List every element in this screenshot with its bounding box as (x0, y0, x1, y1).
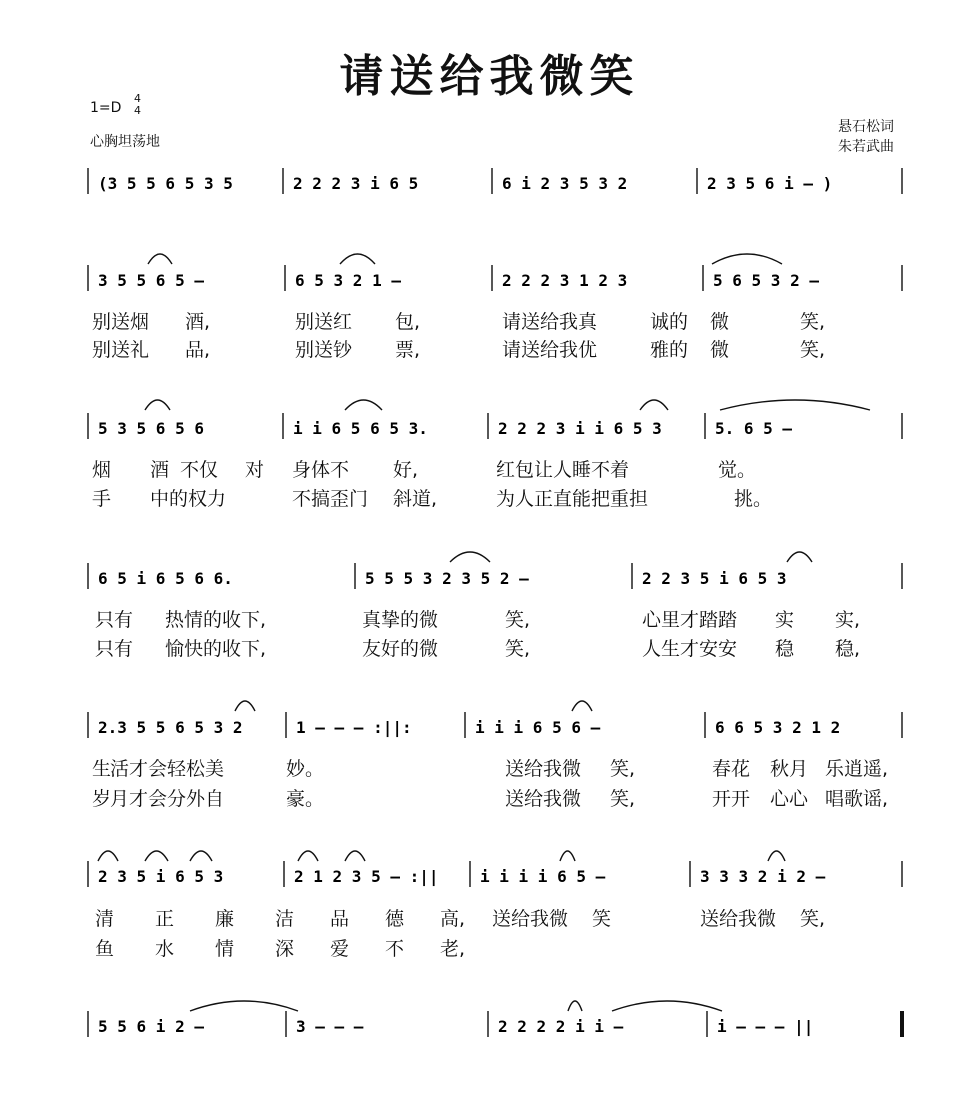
lyric-syllable: 心心 (770, 788, 809, 810)
lyric-syllable: 笑, (800, 311, 826, 333)
lyric-syllable: 酒 (150, 459, 170, 481)
lyric-syllable: 雅的 (650, 339, 689, 361)
lyric-syllable: 斜道, (393, 488, 438, 510)
lyric-syllable: 开开 (712, 788, 751, 810)
lyric-syllable: 送给我微 (700, 908, 777, 930)
measure-notes: 5 5 6 i 2 – (98, 1017, 204, 1036)
slur-mark (345, 400, 382, 410)
slur-mark (148, 254, 172, 264)
slur-mark (787, 552, 812, 562)
measure-notes: 3 5 5 6 5 – (98, 271, 204, 290)
slur-mark (235, 701, 255, 711)
lyric-syllable: 真挚的微 (362, 609, 439, 631)
measure-notes: i i i i 6 5 – (480, 867, 606, 886)
lyric-syllable: 热情的收下, (165, 609, 267, 631)
slur-mark (345, 851, 365, 861)
lyric-syllable: 好, (393, 459, 419, 481)
lyric-syllable: 微 (710, 339, 730, 361)
measure-notes: 6 5 i 6 5 6 6. (98, 569, 233, 588)
lyric-syllable: 实, (835, 609, 861, 631)
time-signature-bottom: 4 (134, 104, 141, 117)
measure-notes: 1 – – – :||: (296, 718, 412, 737)
lyric-syllable: 笑, (800, 339, 826, 361)
lyric-syllable: 中的权力 (150, 488, 227, 510)
lyric-syllable: 正 (155, 908, 175, 930)
measure-notes: 5 3 5 6 5 6 (98, 419, 204, 438)
lyric-syllable: 岁 (92, 788, 112, 810)
lyric-syllable: 笑, (610, 788, 636, 810)
measure-notes: 5 5 5 3 2 3 5 2 – (365, 569, 529, 588)
measure-notes: 2 3 5 6 i – ) (707, 174, 833, 193)
lyric-syllable: 手 (92, 488, 112, 510)
lyric-syllable: 生 (92, 758, 112, 780)
slur-mark (190, 1001, 298, 1011)
slur-mark (612, 1001, 722, 1011)
composer-credit: 朱若武曲 (838, 139, 894, 155)
measure-notes: 2 2 2 2 i i – (498, 1017, 624, 1036)
lyric-syllable: 为人正直能把重担 (496, 488, 649, 510)
lyric-syllable: 身体不 (292, 459, 350, 481)
measure-notes: 5. 6 5 – (715, 419, 793, 438)
measure-notes: 6 6 5 3 2 1 2 (715, 718, 841, 737)
tempo-marking: 心胸坦荡地 (90, 134, 160, 150)
lyric-syllable: 别送红 (295, 311, 353, 333)
lyric-syllable: 不仅 (180, 459, 219, 481)
lyric-syllable: 唱歌谣, (825, 788, 889, 810)
lyric-syllable: 票, (395, 339, 421, 361)
lyric-syllable: 豪。 (286, 788, 325, 810)
lyric-syllable: 妙。 (286, 758, 325, 780)
measure-notes: 2 2 2 3 i 6 5 (293, 174, 419, 193)
lyric-syllable: 品, (185, 339, 211, 361)
measure-notes: 2 1 2 3 5 – :|| (294, 867, 439, 886)
measure-notes: 6 i 2 3 5 3 2 (502, 174, 628, 193)
measure-notes: 2.3 5 5 6 5 3 2 (98, 718, 243, 737)
lyric-syllable: 只有 (95, 609, 134, 631)
lyric-syllable: 情 (215, 938, 235, 960)
lyricist-credit: 悬石松词 (838, 119, 894, 135)
lyric-syllable: 请送给我真 (502, 311, 598, 333)
slur-mark (712, 254, 782, 264)
lyric-syllable: 笑 (592, 908, 612, 930)
lyric-syllable: 送给我微 (505, 788, 582, 810)
lyric-syllable: 红包让人睡不着 (496, 459, 630, 481)
lyric-syllable: 诚的 (650, 311, 689, 333)
lyric-syllable: 酒, (185, 311, 211, 333)
lyric-syllable: 请送给我优 (502, 339, 598, 361)
lyric-syllable: 乐逍遥, (825, 758, 889, 780)
lyric-syllable: 高, (440, 908, 466, 930)
measure-notes: 2 2 2 3 1 2 3 (502, 271, 628, 290)
measure-notes: 2 2 2 3 i i 6 5 3 (498, 419, 662, 438)
measure-notes: 3 – – – (296, 1017, 364, 1036)
measure-notes: 6 5 3 2 1 – (295, 271, 401, 290)
lyric-syllable: 别送烟 (92, 311, 150, 333)
slur-mark (98, 851, 118, 861)
lyric-syllable: 心里才踏踏 (642, 609, 738, 631)
lyric-syllable: 只有 (95, 638, 134, 660)
lyric-syllable: 深 (275, 938, 295, 960)
slur-mark (568, 1001, 582, 1011)
lyric-syllable: 爱 (330, 938, 350, 960)
lyric-syllable: 笑, (800, 908, 826, 930)
lyric-syllable: 烟 (92, 459, 112, 481)
lyric-syllable: 稳 (775, 638, 795, 660)
measure-notes: 2 2 3 5 i 6 5 3 (642, 569, 787, 588)
slur-mark (190, 851, 212, 861)
slur-mark (340, 254, 375, 264)
time-signature-top: 4 (134, 92, 141, 105)
lyric-syllable: 清 (95, 908, 115, 930)
lyric-syllable: 老, (440, 938, 466, 960)
slur-mark (720, 400, 870, 410)
lyric-syllable: 秋月 (770, 758, 809, 780)
slur-mark (560, 851, 575, 861)
measure-notes: i i i 6 5 6 – (475, 718, 601, 737)
lyric-syllable: 挑。 (734, 488, 773, 510)
measure-notes: 2 3 5 i 6 5 3 (98, 867, 224, 886)
lyric-syllable: 廉 (215, 908, 235, 930)
song-title: 请送给我微笑 (339, 51, 640, 102)
lyric-syllable: 送给我微 (505, 758, 582, 780)
measure-notes: 3 3 3 2 i 2 – (700, 867, 826, 886)
lyric-syllable: 愉快的收下, (165, 638, 267, 660)
measure-notes: 5 6 5 3 2 – (713, 271, 819, 290)
lyric-syllable: 对 (245, 459, 265, 481)
lyric-syllable: 洁 (275, 908, 295, 930)
lyric-syllable: 笑, (610, 758, 636, 780)
lyric-syllable: 水 (155, 938, 175, 960)
slur-mark (145, 400, 170, 410)
lyric-syllable: 笑, (505, 609, 531, 631)
lyric-syllable: 实 (775, 609, 795, 631)
lyric-syllable: 别送礼 (92, 339, 150, 361)
measure-notes: i i 6 5 6 5 3. (293, 419, 428, 438)
lyric-syllable: 包, (395, 311, 421, 333)
lyric-syllable: 人生才安安 (642, 638, 738, 660)
slur-mark (145, 851, 168, 861)
lyric-syllable: 微 (710, 311, 730, 333)
key-signature: 1=D (90, 100, 122, 116)
lyric-syllable: 春花 (712, 758, 751, 780)
slur-mark (298, 851, 318, 861)
lyric-syllable: 活才会轻松美 (110, 758, 225, 780)
slur-mark (640, 400, 668, 410)
lyric-syllable: 别送钞 (295, 339, 353, 361)
slur-mark (572, 701, 592, 711)
lyric-syllable: 品 (330, 908, 350, 930)
slur-mark (450, 552, 490, 562)
lyric-syllable: 不搞歪门 (292, 488, 369, 510)
lyric-syllable: 稳, (835, 638, 861, 660)
lyric-syllable: 觉。 (718, 459, 757, 481)
lyric-syllable: 笑, (505, 638, 531, 660)
measure-notes: (3 5 5 6 5 3 5 (98, 174, 233, 193)
lyric-syllable: 月才会分外自 (110, 788, 225, 810)
lyric-syllable: 友好的微 (362, 638, 439, 660)
slur-mark (768, 851, 785, 861)
lyric-syllable: 送给我微 (492, 908, 569, 930)
measure-notes: i – – – || (717, 1017, 814, 1036)
lyric-syllable: 不 (385, 938, 405, 960)
lyric-syllable: 鱼 (95, 938, 115, 960)
lyric-syllable: 德 (385, 908, 405, 930)
